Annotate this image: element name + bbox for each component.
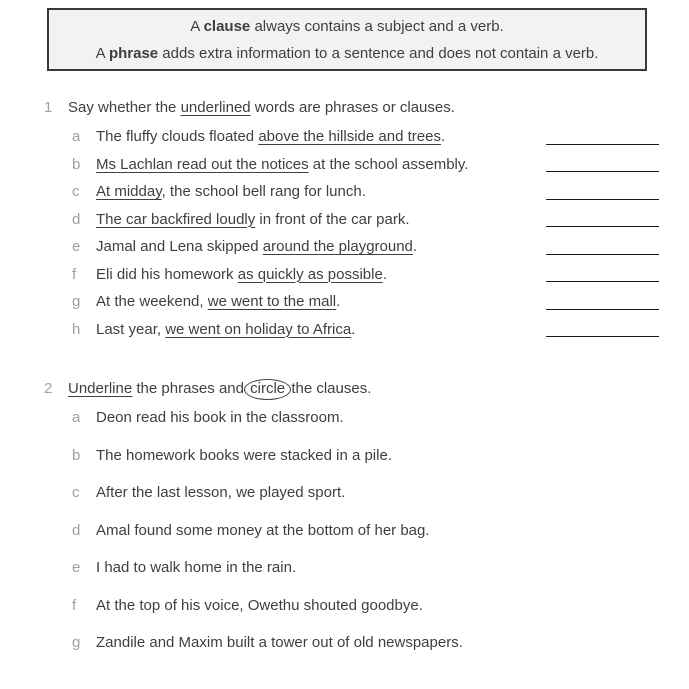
underlined-text: underlined <box>180 99 251 116</box>
underlined-text: we went on holiday to Africa <box>165 320 352 338</box>
item-sentence: At the top of his voice, Owethu shouted goodbye. <box>96 596 423 614</box>
item-letter: a <box>72 128 81 145</box>
exercise-2-item-row <box>44 632 689 670</box>
exercise-1-item-row <box>44 316 689 344</box>
item-letter: f <box>72 596 77 614</box>
definition-line-phrase: A phrase adds extra information to a sentence and does not contain a verb. <box>95 44 599 62</box>
exercise-2-header <box>44 379 689 399</box>
underlined-text: we went to the mall <box>207 293 337 310</box>
bold-term: clause <box>203 17 251 35</box>
answer-blank-line <box>546 226 659 227</box>
item-sentence: I had to walk home in the rain. <box>96 559 297 576</box>
item-sentence: After the last lesson, we played sport. <box>96 484 346 501</box>
exercise-2-section <box>44 379 689 670</box>
item-sentence: Amal found some money at the bottom of her bag. <box>96 521 430 539</box>
item-letter: c <box>72 183 80 200</box>
item-sentence: The car backfired loudly in front of the car park. <box>96 210 410 228</box>
item-letter: c <box>72 484 80 501</box>
answer-blank-line <box>546 171 659 172</box>
underlined-text: around the playground <box>262 238 413 255</box>
exercise-2-number: 2 <box>44 380 53 397</box>
exercise-1-items <box>44 123 689 343</box>
item-sentence: The fluffy clouds floated above the hillside and trees. <box>96 128 446 145</box>
exercise-1-item-row <box>44 178 689 206</box>
answer-blank-line <box>546 199 659 200</box>
bold-term: phrase <box>108 44 159 62</box>
underlined-text: Underline <box>68 380 133 397</box>
exercise-1-section <box>44 98 689 343</box>
item-sentence: Zandile and Maxim built a tower out of old newspapers. <box>96 634 463 651</box>
underlined-text: above the hillside and trees <box>258 128 441 145</box>
exercise-2-item-row <box>44 595 689 633</box>
answer-blank-line <box>546 254 659 255</box>
item-sentence: At midday, the school bell rang for lunch. <box>96 183 366 200</box>
definition-box <box>47 8 647 71</box>
exercise-2-item-row <box>44 445 689 483</box>
exercise-2-item-row <box>44 557 689 595</box>
item-letter: e <box>72 559 81 576</box>
item-letter: d <box>72 210 81 228</box>
answer-blank-line <box>546 144 659 145</box>
item-letter: g <box>72 293 81 310</box>
circle-annotation: circle <box>244 379 291 400</box>
item-letter: b <box>72 446 81 464</box>
exercise-1-item-row <box>44 206 689 234</box>
exercise-1-item-row <box>44 261 689 289</box>
exercise-2-instruction: Underline the phrases and circle the clauses. <box>68 379 371 399</box>
underlined-text: At midday <box>96 183 162 200</box>
item-letter: d <box>72 521 81 539</box>
exercise-1-header <box>44 98 689 118</box>
item-letter: a <box>72 409 81 426</box>
item-sentence: Jamal and Lena skipped around the playground. <box>96 238 418 255</box>
item-letter: g <box>72 634 81 651</box>
definition-line-clause: A clause always contains a subject and a verb. <box>190 17 504 35</box>
exercise-2-item-row <box>44 407 689 445</box>
answer-blank-line <box>546 336 659 337</box>
exercise-2-item-row <box>44 482 689 520</box>
item-letter: f <box>72 265 77 283</box>
answer-blank-line <box>546 281 659 282</box>
exercise-1-item-row <box>44 233 689 261</box>
item-sentence: Deon read his book in the classroom. <box>96 409 344 426</box>
item-sentence: At the weekend, we went to the mall. <box>96 293 341 310</box>
item-letter: h <box>72 320 81 338</box>
answer-blank-line <box>546 309 659 310</box>
exercise-1-item-row <box>44 288 689 316</box>
item-sentence: The homework books were stacked in a pile. <box>96 446 392 464</box>
item-sentence: Ms Lachlan read out the notices at the school assembly. <box>96 155 469 173</box>
exercise-1-item-row <box>44 123 689 151</box>
exercise-1-instruction: Say whether the underlined words are phrases or clauses. <box>68 99 455 116</box>
item-letter: e <box>72 238 81 255</box>
underlined-text: The car backfired loudly <box>96 210 256 228</box>
exercise-2-item-row <box>44 520 689 558</box>
item-sentence: Last year, we went on holiday to Africa. <box>96 320 356 338</box>
underlined-text: Ms Lachlan read out the notices <box>96 155 309 173</box>
underlined-text: as quickly as possible <box>237 265 383 283</box>
item-sentence: Eli did his homework as quickly as possible. <box>96 265 387 283</box>
exercise-2-items <box>44 407 689 670</box>
item-letter: b <box>72 155 81 173</box>
exercise-1-number: 1 <box>44 99 53 116</box>
exercise-1-item-row <box>44 151 689 179</box>
